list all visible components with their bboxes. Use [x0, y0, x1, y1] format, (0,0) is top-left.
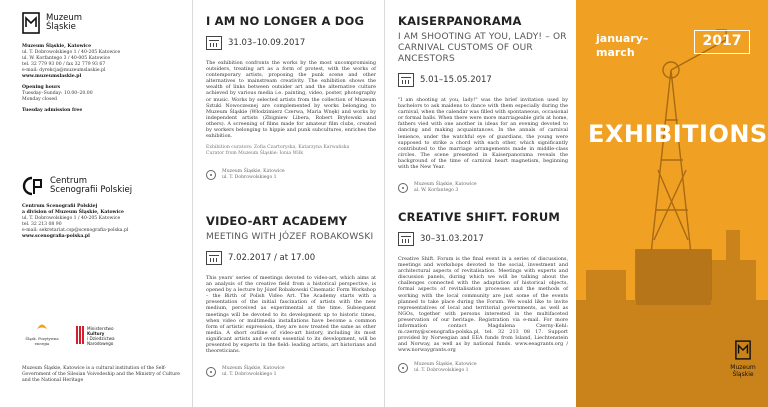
event-credit-2: Curator from Muzeum Śląskie: Ionia Wilk: [206, 151, 303, 157]
season-line-1: january–: [596, 32, 649, 45]
calendar-icon: [398, 232, 414, 246]
cover-logo-line-2: Śląskie: [732, 371, 754, 378]
venue-name: Muzeum Śląskie, Katowice: [222, 169, 285, 175]
event-no-longer-a-dog: [206, 14, 376, 181]
cover-logo-line-1: Muzeum: [730, 364, 756, 371]
event-title: CREATIVE SHIFT. FORUM: [398, 210, 561, 224]
ministry-line-1: Ministerstwo: [87, 326, 114, 332]
museum-email[interactable]: e-mail: dyrekcja@muzeumslaskie.pl: [22, 68, 106, 73]
museum-phone: tel. 32 779 93 00 / fax 32 779 93 67: [22, 62, 106, 67]
event-title: I AM NO LONGER A DOG: [206, 14, 365, 28]
event-kaiserpanorama: [398, 14, 568, 194]
cover-museum-logo: [726, 340, 760, 378]
event-description: This years' series of meetings devoted to video-art, which aims at an analysis of the creative field from a historical perspective, is opened by a lecture by Józef Robakowski Cinematic Form Workshop – the Birth of Polish Video Art. The Academy starts with a presentation of the initial fascination of artists with the new medium, perceived as experimental at the time. Subsequent meetings will be devoted to its development up to historic times, when video or multimedia installations have become a common form of artistic expression, they are now treated the same as other media. A short outline of video-art history, including its most significant artists and events essential to its development, will be presented by experts in the field: leading artists, art historians and theoreticians.: [206, 275, 376, 355]
silesia-bird-icon: [35, 319, 49, 333]
event-date: 5.01–15.05.2017: [420, 75, 492, 85]
event-title: KAISERPANORAMA: [398, 14, 522, 28]
museum-logo-line-1: Muzeum: [46, 13, 83, 23]
location-pin-icon: [206, 170, 216, 180]
csp-division: a division of Muzeum Śląskie, Katowice: [22, 210, 124, 215]
venue-address: ul. T. Dobrowolskiego 1: [222, 372, 277, 378]
events-column-2: [384, 0, 576, 407]
exhibitions-heading: EXHIBITIONS: [588, 120, 768, 148]
ministry-line-2: Kultury: [87, 331, 105, 337]
event-credit-1: Exhibition curators: Zofia Czartoryska, Katarzyna Karwańska: [206, 145, 350, 151]
ministry-line-3: i Dziedzictwa: [87, 336, 115, 342]
location-pin-icon: [398, 183, 408, 193]
event-subtitle: MEETING WITH JÓZEF ROBAKOWSKI: [206, 232, 374, 242]
csp-email[interactable]: e-mail: sekretariat.csp@scenografia-polska.pl: [22, 228, 129, 233]
museum-postal: ul. W. Korfantego 3 / 40-005 Katowice: [22, 56, 111, 61]
ministry-logo: [76, 326, 115, 346]
calendar-icon: [206, 251, 222, 265]
institution-note: Muzeum Śląskie, Katowice is a cultural institution of the Self-Government of the Silesian Voivodeship and the Ministry of Culture and the National Heritage: [22, 366, 181, 383]
csp-phone: tel. 32 213 08 90: [22, 222, 62, 227]
event-title: VIDEO-ART ACADEMY: [206, 214, 348, 228]
museum-logo-icon: [735, 340, 751, 360]
csp-logo-icon: [22, 176, 44, 196]
event-date: 31.03–10.09.2017: [228, 38, 306, 48]
csp-web[interactable]: www.scenografia-polska.pl: [22, 234, 90, 239]
csp-name: Centrum Scenografii Polskiej: [22, 204, 98, 209]
venue-name: Muzeum Śląskie, Katowice: [414, 182, 477, 188]
calendar-icon: [398, 73, 414, 87]
event-description: Creative Shift. Forum is the final event in a series of discussions, meetings and workshops devoted to the social, investment and architectural aspects of revitalisation. Meetings with experts and discussion panels, during which we will be talking about the challenges connected with the adaptation of historical objects, formal aspects of revitalisation processes and the methods of working with the local community are just some of the events planned to take place during the Forum. We would like to invite representatives of local and territorial governments, as well as NGOs, together with persons interested in the multifaceted preservation of our heritage. Registration via e-mail. For more information contact Magdalena Czerny-Kehl: m.czerny@scenografia-polska.pl, tel. 32 213 08 17. Support provided by Norwegian and EEA funds from Island, Liechtenstein and Norway, as well as by national funds. www.eeagrants.org / www.norwaygrants.org: [398, 256, 568, 354]
museum-address: ul. T. Dobrowolskiego 1 / 40-205 Katowice: [22, 50, 121, 55]
year-badge: 2017: [694, 30, 750, 54]
free-day: Tuesday admission free: [22, 108, 83, 113]
ministry-line-4: Narodowego: [87, 341, 114, 347]
event-description: "I am shooting at you, lady!" was the brief invitation used by bachelors to ask maidens to dance with them especially during the carnival, when the calendar was filled with spontaneous, occasional or formal balls. When there were more marriageable girls at home, fathers vied with one another in ideas for an evening devoted to dancing and making acquaintances. In the annals of carnival lenience, under the watchful eye of guardians, the young were supposed to strike a chord with each other, which significantly contributed to the marriage arrangements made in middle-class circles. The scene presented in Kaiserpanorama reveals the background of the time of carnival heart magnetism, beginning with the New Year.: [398, 97, 568, 171]
venue-address: ul. T. Dobrowolskiego 1: [222, 175, 277, 181]
csp-logo: [22, 176, 182, 196]
venue-address: ul. T. Dobrowolskiego 1: [414, 367, 469, 373]
hours-label: Opening hours: [22, 85, 61, 90]
calendar-icon: [206, 36, 222, 50]
venue-name: Muzeum Śląskie, Katowice: [222, 366, 285, 372]
csp-address: ul. T. Dobrowolskiego 1 / 40-205 Katowice: [22, 216, 121, 221]
silesia-text: Śląsk. Pozytywna energia: [25, 336, 59, 346]
silesia-logo: [22, 318, 62, 346]
museum-logo-line-2: Śląskie: [46, 22, 76, 32]
ministry-bars-icon: [76, 326, 84, 344]
event-video-art-academy: [206, 214, 376, 378]
event-subtitle: I AM SHOOTING AT YOU, LADY! – OR CARNIVAL CUSTOMS OF OUR ANCESTORS: [398, 32, 567, 64]
museum-name: Muzeum Śląskie, Katowice: [22, 44, 92, 49]
event-description: The exhibition confronts the works by the most uncompromising outsiders, treating art as a form of protest, with the works of contemporary artists, proposing the punk scene and other alternatives to mainstream creativity. The exhibition shows the wealth of links between outsider art and the alternative culture achieved by various media i.e. painting, video, poster, photography or music. Works by selected artists from the collection of Muzeum Sztuki Nowoczesnej are complemented by works belonging to Muzeum Śląskie (Włodzimierz Czerwa, Maria Wnęk) and works by independent artists (Zbigniew Libera, Robert Bryłowski and others). A screening of films made for amateur film clubs, created by workers belonging to hippie and punk subcultures, enriches the exhibition.: [206, 60, 376, 140]
museum-logo-icon: [22, 12, 40, 34]
location-pin-icon: [398, 363, 408, 373]
museum-web[interactable]: www.muzeumslaskie.pl: [22, 74, 82, 79]
hours-2: Monday closed: [22, 97, 57, 102]
museum-logo: [22, 12, 184, 34]
event-date: 7.02.2017 / at 17.00: [228, 253, 316, 263]
event-date: 30–31.03.2017: [420, 234, 484, 244]
csp-logo-line-2: Scenografii Polskiej: [50, 185, 133, 195]
event-creative-shift: [398, 210, 568, 374]
events-column-1: [192, 0, 384, 407]
season-line-2: march: [596, 46, 635, 59]
venue-address: al. W. Korfantego 3: [414, 188, 459, 194]
location-pin-icon: [206, 367, 216, 377]
cover-panel: [576, 0, 768, 407]
info-column: [0, 0, 192, 407]
hours-1: Tuesday–Sunday: 10.00–20.00: [22, 91, 93, 96]
venue-name: Muzeum Śląskie, Katowice: [414, 361, 477, 367]
csp-logo-line-1: Centrum: [50, 176, 88, 186]
